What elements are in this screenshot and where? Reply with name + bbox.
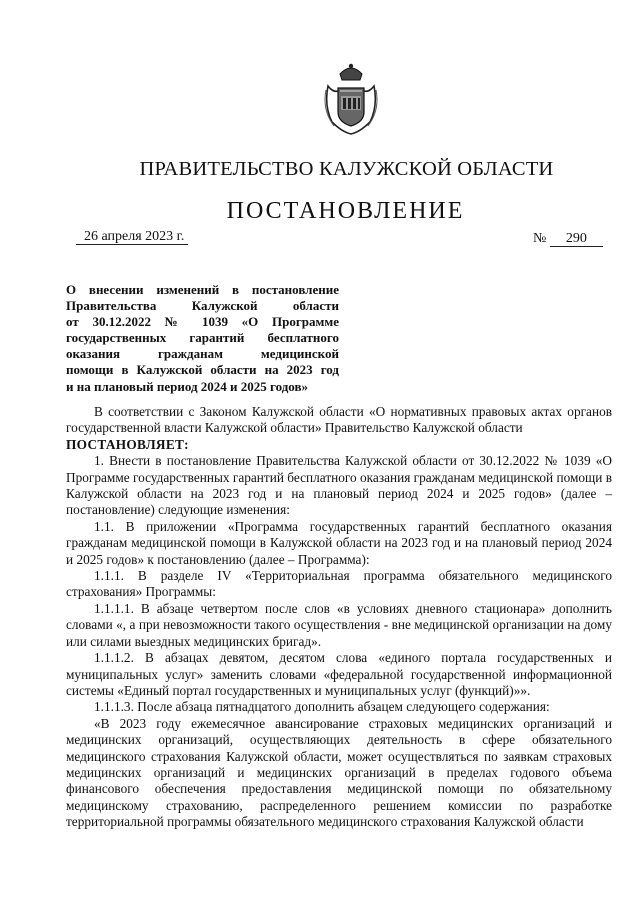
paragraph-1-1-1-1: 1.1.1.1. В абзаце четвертом после слов «в условиях дневного стационара» дополнить словами «, а при невозможности такого осуществления - вне медицинской организации на дому или силами выездных медицинских бригад». bbox=[66, 600, 612, 649]
subject-line: О внесении изменений в постановление bbox=[66, 282, 339, 297]
government-title: ПРАВИТЕЛЬСТВО КАЛУЖСКОЙ ОБЛАСТИ bbox=[139, 158, 554, 180]
number-label: № bbox=[533, 231, 547, 246]
coat-of-arms-emblem bbox=[322, 60, 380, 136]
document-date: 26 апреля 2023 г. bbox=[76, 229, 188, 245]
paragraph-1-1-1-3: 1.1.1.3. После абзаца пятнадцатого дополнить абзацем следующего содержания: bbox=[94, 699, 550, 715]
subject-line: государственных гарантий бесплатного bbox=[66, 330, 339, 346]
subject-line: от 30.12.2022 № 1039 «О Программе bbox=[66, 314, 339, 330]
paragraph-1: 1. Внести в постановление Правительства Калужской области от 30.12.2022 № 1039 «О Программе государственных гарантий бесплатного оказания гражданам медицинской помощи в Калужской области на 2023 год и на плановый период 2024 и 2025 годов» (далее – постановление) следующие изменения: bbox=[66, 453, 612, 518]
resolves-heading: ПОСТАНОВЛЯЕТ: bbox=[66, 436, 189, 452]
paragraph-1-1-1-2: 1.1.1.2. В абзацах девятом, десятом слова «единого портала государственных и муниципальных услуг» заменить словами «федеральной государственной информационной системы «Единый портал государственных и муниципальных услуг (функций)»». bbox=[66, 650, 612, 698]
paragraph-1-1-1: 1.1.1. В разделе IV «Территориальная программа обязательного медицинского страхования» Программы: bbox=[66, 568, 612, 600]
subject-line: и на плановый период 2024 и 2025 годов» bbox=[66, 378, 308, 394]
document-body bbox=[66, 404, 612, 831]
subject-line: Правительства Калужской области bbox=[66, 298, 339, 314]
document-type-title: ПОСТАНОВЛЕНИЕ bbox=[226, 198, 465, 224]
subject-heading bbox=[66, 282, 339, 395]
intro-paragraph: В соответствии с Законом Калужской области «О нормативных правовых актах органов государственной власти Калужской области» Правительство Калужской области bbox=[66, 404, 612, 436]
quoted-paragraph: «В 2023 году ежемесячное авансирование страховых медицинских организаций и медицинских организаций, осуществляющих деятельность в сфере обязательного медицинского страхования Калужской области, может осуществляться по заявкам страховых медицинских организаций и медицинских организаций в пределах годового объема финансового обеспечения предоставления медицинской помощи по обязательному медицинскому страхованию, распределенного решением комиссии по разработке территориальной программы обязательного медицинского страхования Калужской области bbox=[66, 715, 612, 830]
document-number bbox=[533, 231, 603, 247]
subject-line: помощи в Калужской области на 2023 год bbox=[66, 362, 339, 378]
paragraph-1-1: 1.1. В приложении «Программа государственных гарантий бесплатного оказания гражданам медицинской помощи в Калужской области на 2023 год и на плановый период 2024 и 2025 годов» к постановлению (далее – Программа): bbox=[66, 518, 612, 567]
subject-line: оказания гражданам медицинской bbox=[66, 346, 339, 362]
number-value: 290 bbox=[550, 231, 603, 247]
